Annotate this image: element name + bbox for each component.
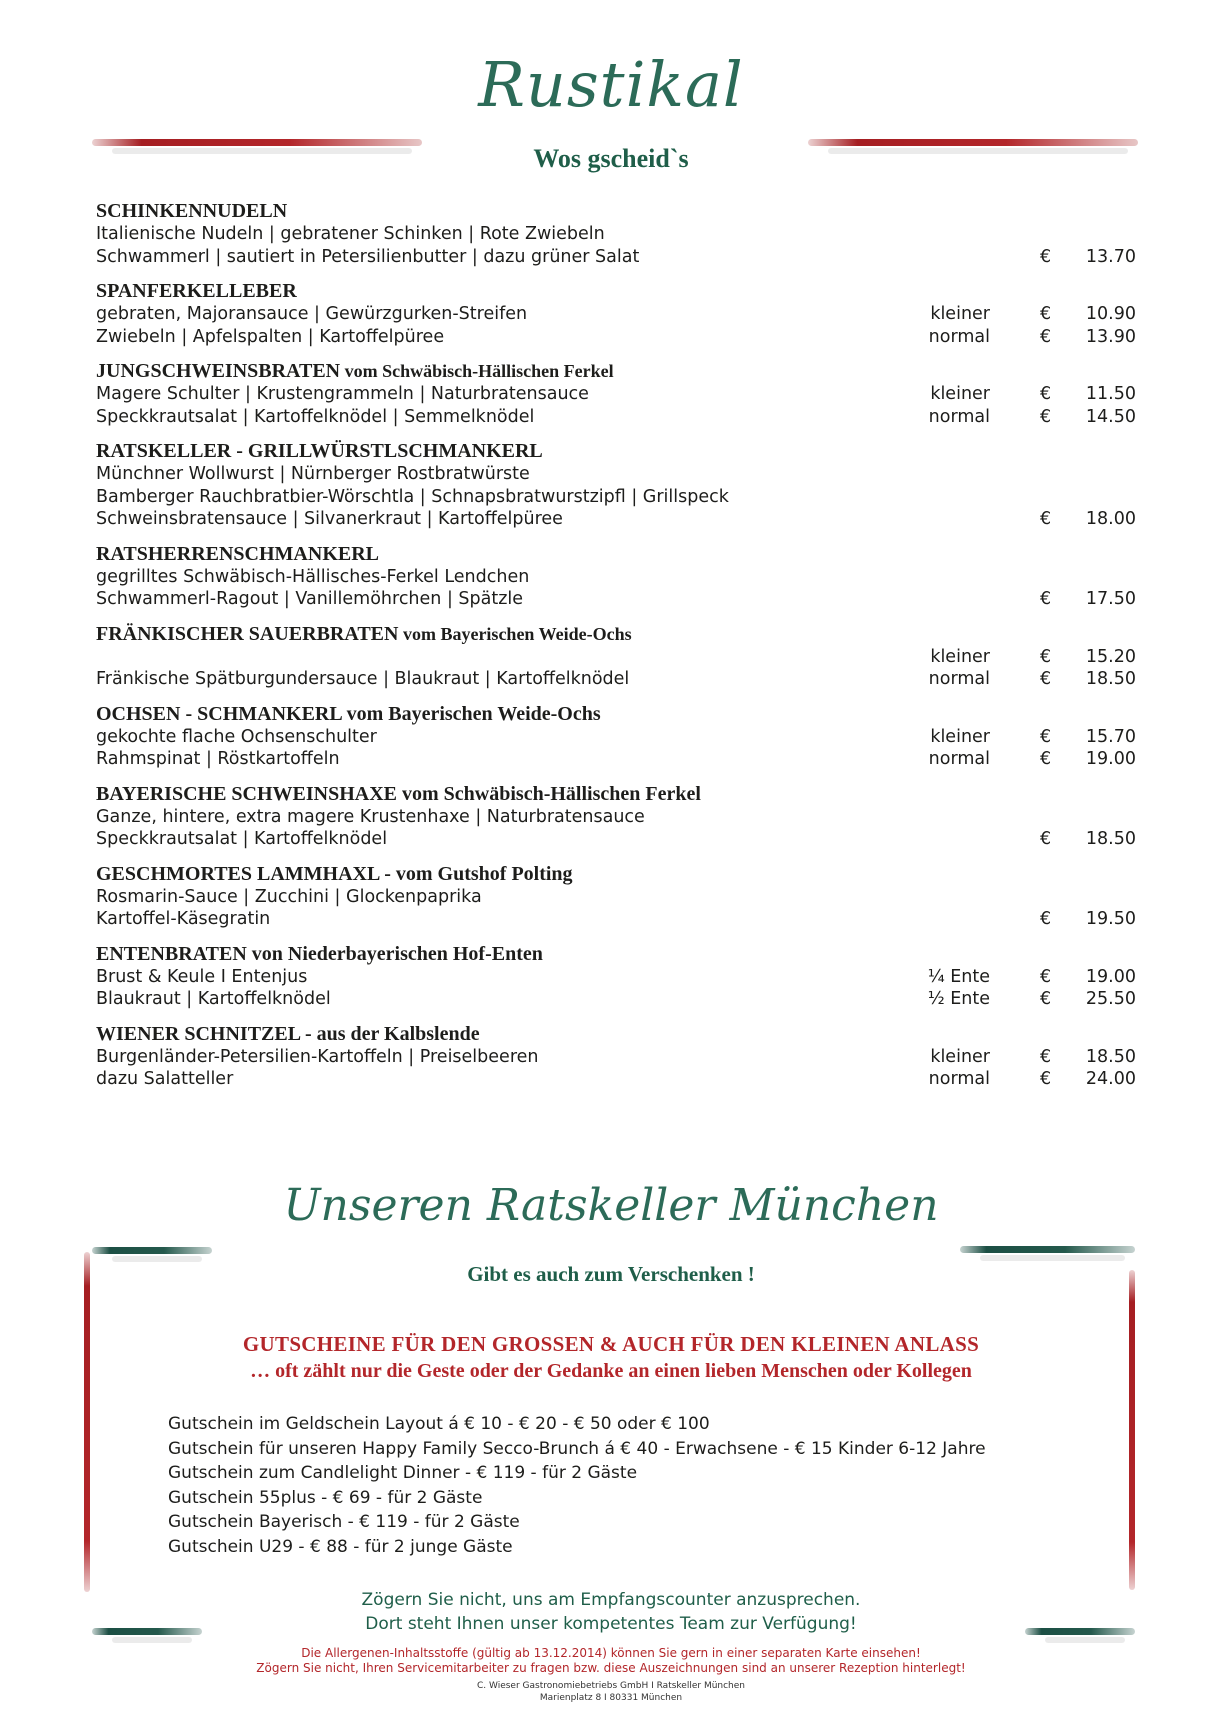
menu-item-description: Speckkrautsalat | Kartoffelknödel | Semmelknödel — [96, 406, 535, 427]
menu-item — [96, 703, 1136, 771]
menu-item-line — [96, 1046, 1136, 1069]
menu-item-name: WIENER SCHNITZEL - aus der Kalbslende — [96, 1022, 480, 1045]
portion-size: kleiner — [930, 646, 990, 667]
menu-item-description: gegrilltes Schwäbisch-Hällisches-Ferkel Lendchen — [96, 566, 530, 587]
currency-symbol: € — [1040, 989, 1052, 1009]
portion-size: kleiner — [930, 1046, 990, 1067]
currency-symbol: € — [1040, 326, 1052, 347]
menu-item-origin: vom Schwäbisch-Hällischen Ferkel — [340, 361, 614, 381]
menu-item-title — [96, 280, 1136, 303]
menu-item — [96, 863, 1136, 931]
menu-item-title — [96, 783, 1136, 806]
currency-symbol: € — [1040, 1046, 1052, 1067]
currency-symbol: € — [1040, 726, 1052, 747]
voucher-list — [168, 1412, 986, 1560]
currency-symbol: € — [1040, 909, 1052, 929]
menu-item-description: Münchner Wollwurst | Nürnberger Rostbratwürste — [96, 464, 530, 484]
currency-symbol: € — [1040, 966, 1052, 987]
menu-item — [96, 200, 1136, 268]
portion-size: kleiner — [930, 304, 990, 324]
menu-item-line — [96, 886, 1136, 909]
menu-item-line — [96, 246, 1136, 269]
gift-red-headline: GUTSCHEINE FÜR DEN GROSSEN & AUCH FÜR DEN KLEINEN ANLASS — [242, 1332, 980, 1356]
currency-symbol: € — [1040, 829, 1052, 849]
currency-symbol: € — [1040, 646, 1052, 667]
portion-size: normal — [928, 406, 990, 427]
header-subtitle: Wos gscheid`s — [533, 144, 689, 173]
menu-item-title — [96, 360, 1136, 383]
portion-size: normal — [928, 1069, 990, 1089]
price: 13.90 — [1085, 326, 1136, 347]
gift-left-vertical-stroke — [84, 1252, 90, 1592]
currency-symbol: € — [1040, 384, 1052, 404]
menu-item-title — [96, 440, 1136, 463]
price: 14.50 — [1085, 406, 1136, 427]
menu-item-name: RATSKELLER - GRILLWÜRSTLSCHMANKERL — [96, 440, 543, 462]
price: 19.50 — [1085, 909, 1136, 929]
price: 15.20 — [1085, 646, 1136, 667]
cta-line-2: Dort steht Ihnen unser kompetentes Team zur Verfügung! — [365, 1614, 857, 1634]
menu-item-name: FRÄNKISCHER SAUERBRATEN — [96, 622, 399, 645]
gift-red-tagline: … oft zählt nur die Geste oder der Gedanke an einen lieben Menschen oder Kollegen — [250, 1360, 972, 1382]
menu-item — [96, 783, 1136, 851]
menu-item-line — [96, 828, 1136, 851]
price: 11.50 — [1085, 384, 1136, 404]
currency-symbol: € — [1040, 246, 1052, 267]
menu-item-description: Zwiebeln | Apfelspalten | Kartoffelpüree — [96, 326, 445, 347]
menu-item-description: Schwammerl | sautiert in Petersilienbutter | dazu grüner Salat — [96, 246, 640, 267]
imprint-line-1: C. Wieser Gastronomiebetriebs GmbH I Ratskeller München — [476, 1681, 746, 1691]
portion-size: kleiner — [930, 726, 990, 747]
currency-symbol: € — [1040, 669, 1052, 689]
voucher-item: Gutschein Bayerisch - € 119 - für 2 Gäste — [168, 1512, 520, 1533]
menu-item-line — [96, 508, 1136, 531]
menu-item-name: JUNGSCHWEINSBRATEN — [96, 360, 341, 382]
menu-item-description: Ganze, hintere, extra magere Krustenhaxe | Naturbratensauce — [96, 806, 645, 827]
menu-item-line — [96, 588, 1136, 611]
menu-item-line — [96, 566, 1136, 589]
price: 18.50 — [1085, 1046, 1136, 1067]
menu-item-title — [96, 943, 1136, 966]
price: 18.50 — [1085, 669, 1136, 689]
gift-right-brush-stroke — [960, 1246, 1135, 1253]
menu-item-name: OCHSEN - SCHMANKERL vom Bayerischen Weide-Ochs — [96, 702, 601, 725]
menu-item-description: gekochte flache Ochsenschulter — [96, 726, 377, 747]
menu-item — [96, 360, 1136, 428]
menu-item-line — [96, 1068, 1136, 1091]
menu-item-title — [96, 703, 1136, 726]
menu-item — [96, 623, 1136, 691]
menu-item-line — [96, 806, 1136, 829]
price: 25.50 — [1085, 989, 1136, 1009]
menu-item-name: BAYERISCHE SCHWEINSHAXE vom Schwäbisch-Hällischen Ferkel — [96, 782, 701, 805]
price: 18.00 — [1085, 509, 1136, 529]
menu-item-title — [96, 543, 1136, 566]
menu-item — [96, 440, 1136, 531]
cta-line-1: Zögern Sie nicht, uns am Empfangscounter anzusprechen. — [361, 1590, 861, 1610]
menu-item-description: Schwammerl-Ragout | Vanillemöhrchen | Spätzle — [96, 589, 524, 609]
portion-size: ¼ Ente — [927, 966, 990, 987]
menu-item-name: RATSHERRENSCHMANKERL — [96, 542, 379, 565]
allergen-note-line-1: Die Allergenen-Inhaltsstoffe (gültig ab 13.12.2014) können Sie gern in einer separaten Karte einsehen! — [301, 1646, 921, 1660]
currency-symbol: € — [1040, 589, 1052, 609]
currency-symbol: € — [1040, 749, 1052, 769]
menu-item-name: GESCHMORTES LAMMHAXL - vom Gutshof Polting — [96, 862, 573, 885]
portion-size: normal — [928, 326, 990, 347]
menu-item — [96, 280, 1136, 348]
portion-size: normal — [928, 669, 990, 689]
menu-item-title — [96, 200, 1136, 223]
menu-item-description: Rahmspinat | Röstkartoffeln — [96, 749, 340, 769]
menu-item-description: Bamberger Rauchbratbier-Wörschtla | Schnapsbratwurstzipfl | Grillspeck — [96, 486, 729, 507]
menu-item-name: ENTENBRATEN von Niederbayerischen Hof-Enten — [96, 942, 543, 965]
menu-item-description: Magere Schulter | Krustengrammeln | Naturbratensauce — [96, 384, 589, 404]
voucher-item: Gutschein für unseren Happy Family Secco-Brunch á € 40 - Erwachsene - € 15 Kinder 6-12 Jahre — [168, 1438, 986, 1459]
menu-item-description: Blaukraut | Kartoffelknödel — [96, 989, 331, 1009]
imprint-line-2: Marienplatz 8 I 80331 München — [539, 1693, 683, 1703]
price: 10.90 — [1085, 304, 1136, 324]
currency-symbol: € — [1040, 304, 1052, 324]
menu-item-line — [96, 383, 1136, 406]
price: 19.00 — [1085, 966, 1136, 987]
menu-item — [96, 543, 1136, 611]
menu-item-description: Rosmarin-Sauce | Zucchini | Glockenpaprika — [96, 886, 482, 907]
portion-size: ½ Ente — [927, 989, 990, 1009]
voucher-item: Gutschein U29 - € 88 - für 2 junge Gäste — [168, 1536, 513, 1557]
menu-item-line — [96, 486, 1136, 509]
menu-item-name: SCHINKENNUDELN — [96, 200, 288, 222]
menu-item-title — [96, 863, 1136, 886]
menu-item-line — [96, 966, 1136, 989]
allergen-note-line-2: Zögern Sie nicht, Ihren Servicemitarbeiter zu fragen bzw. diese Auszeichnungen sind an unserer Rezeption hinterlegt! — [256, 1661, 966, 1675]
currency-symbol: € — [1040, 1069, 1052, 1089]
gift-subtitle: Gibt es auch zum Verschenken ! — [467, 1262, 755, 1286]
menu-item-title — [96, 623, 1136, 646]
menu-item — [96, 943, 1136, 1011]
header-script-title: Rustikal — [478, 48, 744, 121]
menu-item-line — [96, 726, 1136, 749]
menu-item-description: Brust & Keule I Entenjus — [96, 966, 308, 987]
menu-item-description: dazu Salatteller — [96, 1069, 234, 1089]
menu-item-line — [96, 668, 1136, 691]
menu-item-origin: vom Bayerischen Weide-Ochs — [398, 623, 632, 644]
menu-item-description: Burgenländer-Petersilien-Kartoffeln | Preiselbeeren — [96, 1046, 539, 1067]
menu-item-description: Schweinsbratensauce | Silvanerkraut | Kartoffelpüree — [96, 509, 563, 529]
voucher-item: Gutschein im Geldschein Layout á € 10 - € 20 - € 50 oder € 100 — [168, 1414, 710, 1434]
currency-symbol: € — [1040, 509, 1052, 529]
voucher-item: Gutschein 55plus - € 69 - für 2 Gäste — [168, 1487, 483, 1508]
portion-size: normal — [928, 749, 990, 769]
currency-symbol: € — [1040, 406, 1052, 427]
menu-item-line — [96, 646, 1136, 669]
menu-item-description: Italienische Nudeln | gebratener Schinken | Rote Zwiebeln — [96, 224, 605, 244]
menu-item-line — [96, 748, 1136, 771]
menu-item-description: Kartoffel-Käsegratin — [96, 909, 271, 929]
menu-item — [96, 1023, 1136, 1091]
price: 19.00 — [1085, 749, 1136, 769]
price: 18.50 — [1085, 829, 1136, 849]
menu-list — [96, 200, 1136, 1103]
menu-item-line — [96, 406, 1136, 429]
menu-item-description: Fränkische Spätburgundersauce | Blaukraut | Kartoffelknödel — [96, 669, 630, 689]
menu-item-line — [96, 463, 1136, 486]
gift-script-title: Unseren Ratskeller München — [283, 1180, 939, 1231]
portion-size: kleiner — [930, 384, 990, 404]
price: 17.50 — [1085, 589, 1136, 609]
menu-item-line — [96, 988, 1136, 1011]
voucher-item: Gutschein zum Candlelight Dinner - € 119 - für 2 Gäste — [168, 1463, 638, 1484]
menu-item-name: SPANFERKELLEBER — [96, 280, 297, 302]
menu-item-line — [96, 223, 1136, 246]
menu-item-description: Speckkrautsalat | Kartoffelknödel — [96, 829, 388, 849]
menu-item-description: gebraten, Majoransauce | Gewürzgurken-Streifen — [96, 304, 528, 324]
price: 24.00 — [1085, 1069, 1136, 1089]
menu-item-line — [96, 908, 1136, 931]
menu-item-title — [96, 1023, 1136, 1046]
menu-item-line — [96, 326, 1136, 349]
price: 13.70 — [1085, 246, 1136, 267]
price: 15.70 — [1085, 726, 1136, 747]
menu-item-line — [96, 303, 1136, 326]
gift-left-brush-stroke — [92, 1247, 212, 1254]
gift-right-vertical-stroke — [1129, 1270, 1135, 1590]
